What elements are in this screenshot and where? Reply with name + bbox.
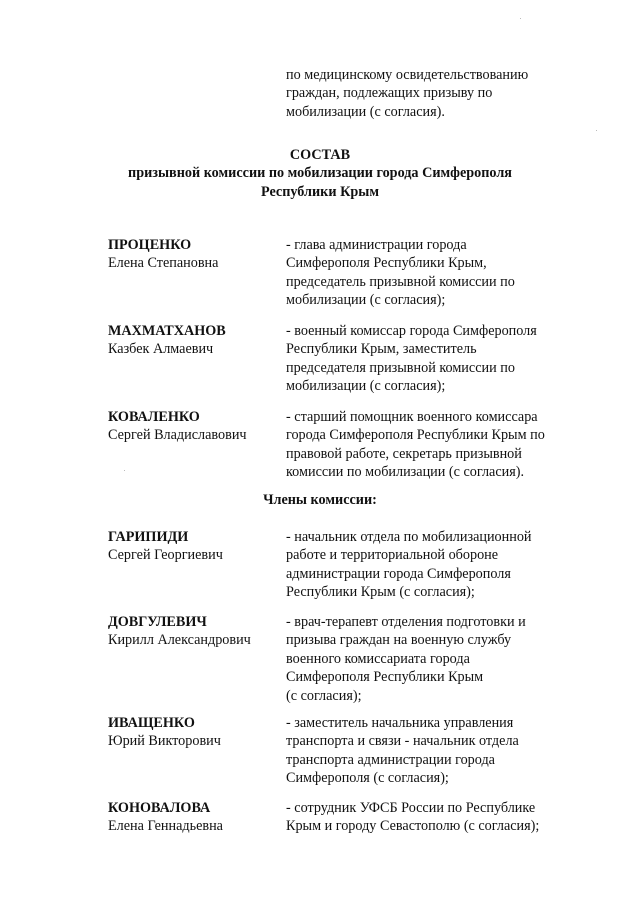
role-line: работе и территориальной обороне [286,547,499,564]
person-given-name: Елена Степановна [108,255,219,272]
role-line: города Симферополя Республики Крым по [286,427,545,444]
person-name [108,714,278,751]
person-surname: ПРОЦЕНКО [108,237,192,253]
person-role [286,408,586,482]
role-line: - сотрудник УФСБ России по Республике [286,800,536,816]
role-line: - глава администрации города [286,237,467,253]
role-line: правовой работе, секретарь призывной [286,445,522,462]
role-line: - заместитель начальника управления [286,715,514,731]
person-role [286,236,586,310]
role-line: мобилизации (с согласия); [286,292,446,309]
title-heading: СОСТАВ [289,147,351,163]
role-line: мобилизации (с согласия); [286,378,446,395]
person-given-name: Елена Геннадьевна [108,818,223,835]
person-role [286,528,586,602]
role-line: председатель призывной комиссии по [286,273,515,290]
role-line: Симферополя Республики Крым, [286,255,487,272]
person-surname: МАХМАТХАНОВ [108,323,226,339]
person-given-name: Сергей Владиславович [108,427,247,444]
person-name [108,528,278,565]
role-line: транспорта администрации города [286,751,495,768]
members-heading: Члены комиссии: [263,492,377,508]
role-line: - начальник отдела по мобилизационной [286,529,532,545]
intro-line: по медицинскому освидетельствованию [286,67,529,83]
scan-speck [124,470,125,471]
role-line: Симферополя Республики Крым [286,669,484,686]
person-name [108,799,278,836]
intro-line: мобилизации (с согласия). [286,103,445,120]
role-line: Крым и городу Севастополю (с согласия); [286,818,540,835]
document-title [0,146,640,201]
person-surname: ИВАЩЕНКО [108,715,195,731]
title-line: призывной комиссии по мобилизации города Симферополя [128,165,512,182]
role-line: - военный комиссар города Симферополя [286,323,537,339]
role-line: транспорта и связи - начальник отдела [286,733,519,750]
scan-speck [596,130,597,131]
person-surname: ГАРИПИДИ [108,529,189,545]
person-name [108,322,278,359]
person-surname: ДОВГУЛЕВИЧ [108,614,207,630]
role-line: военного комиссариата города [286,650,470,667]
scan-speck [520,18,521,19]
title-line: Республики Крым [260,183,380,200]
role-line: комиссии по мобилизации (с согласия). [286,464,525,481]
person-surname: КОВАЛЕНКО [108,409,200,425]
role-line: Республики Крым, заместитель [286,341,477,358]
person-given-name: Сергей Георгиевич [108,547,223,564]
role-line: (с согласия); [286,687,362,704]
person-role [286,799,586,836]
role-line: председателя призывной комиссии по [286,359,515,376]
role-line: Симферополя (с согласия); [286,770,449,787]
person-given-name: Кирилл Александрович [108,632,251,649]
intro-continuation [286,66,586,121]
role-line: - врач-терапевт отделения подготовки и [286,614,526,630]
person-surname: КОНОВАЛОВА [108,800,211,816]
intro-line: граждан, подлежащих призыву по [286,85,493,102]
person-role [286,613,586,705]
person-role [286,322,586,396]
person-given-name: Казбек Алмаевич [108,341,214,358]
person-role [286,714,586,788]
person-name [108,236,278,273]
person-name [108,408,278,445]
role-line: администрации города Симферополя [286,565,511,582]
role-line: Республики Крым (с согласия); [286,584,475,601]
person-name [108,613,278,650]
person-given-name: Юрий Викторович [108,733,221,750]
role-line: призыва граждан на военную службу [286,632,512,649]
role-line: - старший помощник военного комиссара [286,409,538,425]
